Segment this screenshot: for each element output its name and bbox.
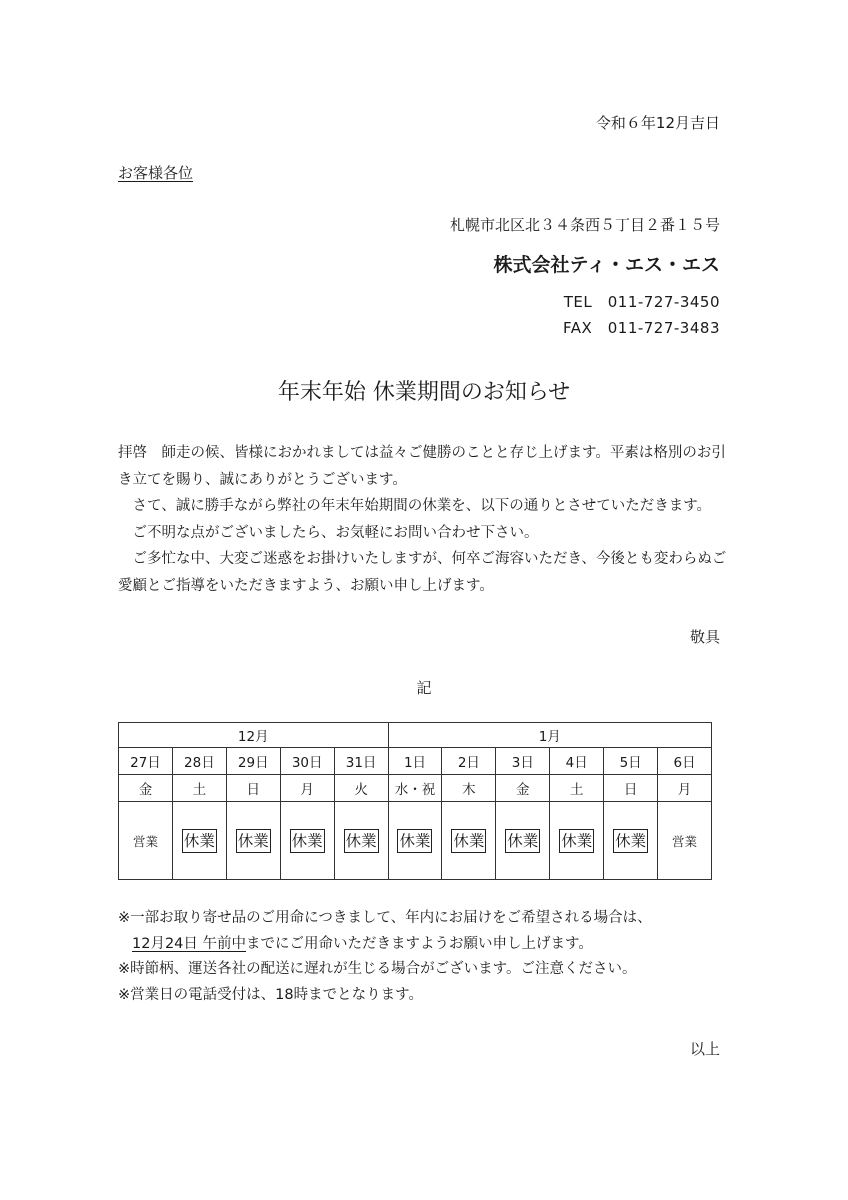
status-closed: 休業 bbox=[505, 829, 540, 853]
status-open: 営業 bbox=[132, 833, 158, 849]
status-closed: 休業 bbox=[559, 829, 594, 853]
company-name: 株式会社ティ・エス・エス bbox=[493, 254, 720, 276]
day-weekday: 火 bbox=[334, 775, 388, 802]
day-status bbox=[388, 802, 442, 880]
closing-keigu: 敬具 bbox=[689, 628, 720, 646]
status-closed: 休業 bbox=[451, 829, 486, 853]
day-weekday: 土 bbox=[172, 775, 226, 802]
holiday-calendar bbox=[118, 722, 712, 880]
body-paragraph: ご多忙な中、大変ご迷惑をお掛けいたしますが、何卒ご海容いただき、今後とも変わらぬご愛顧とご指導をいただきますよう、お願い申し上げます。 bbox=[118, 551, 727, 594]
weekday-row bbox=[119, 775, 712, 802]
date-row bbox=[119, 748, 712, 775]
note-line: ※一部お取り寄せ品のご用命につきまして、年内にお届けをご希望される場合は、 bbox=[118, 910, 652, 926]
ki-heading: 記 bbox=[416, 679, 432, 697]
day-weekday: 月 bbox=[280, 775, 334, 802]
note-line-rest: までにご用命いただきますようお願い申し上げます。 bbox=[246, 935, 593, 952]
notes bbox=[118, 906, 652, 1008]
day-weekday: 日 bbox=[226, 775, 280, 802]
day-weekday: 金 bbox=[496, 775, 550, 802]
day-date: 6日 bbox=[658, 748, 712, 775]
body-paragraph: さて、誠に勝手ながら弊社の年末年始期間の休業を、以下の通りとさせていただきます。 bbox=[118, 498, 712, 514]
deadline-highlight: 12月24日 午前中 bbox=[132, 935, 247, 952]
recipient: お客様各位 bbox=[118, 164, 194, 182]
day-weekday: 月 bbox=[658, 775, 712, 802]
day-date: 27日 bbox=[119, 748, 173, 775]
status-closed: 休業 bbox=[397, 829, 432, 853]
day-status bbox=[172, 802, 226, 880]
day-date: 28日 bbox=[172, 748, 226, 775]
company-fax: FAX 011-727-3483 bbox=[562, 319, 720, 337]
page-title: 年末年始 休業期間のお知らせ bbox=[277, 380, 571, 405]
company-address: 札幌市北区北３４条西５丁目２番１５号 bbox=[449, 216, 720, 234]
day-date: 31日 bbox=[334, 748, 388, 775]
body-text bbox=[118, 440, 738, 599]
day-status bbox=[550, 802, 604, 880]
day-date: 5日 bbox=[604, 748, 658, 775]
status-closed: 休業 bbox=[290, 829, 325, 853]
day-date: 2日 bbox=[442, 748, 496, 775]
status-closed: 休業 bbox=[613, 829, 648, 853]
status-open: 営業 bbox=[672, 833, 698, 849]
body-paragraph: ご不明な点がございましたら、お気軽にお問い合わせ下さい。 bbox=[118, 524, 539, 541]
day-weekday: 金 bbox=[119, 775, 173, 802]
status-closed: 休業 bbox=[344, 829, 379, 853]
day-weekday: 日 bbox=[604, 775, 658, 802]
day-date: 1日 bbox=[388, 748, 442, 775]
note-line bbox=[118, 932, 652, 958]
day-status bbox=[334, 802, 388, 880]
day-weekday: 木 bbox=[442, 775, 496, 802]
status-row bbox=[119, 802, 712, 880]
day-status bbox=[658, 802, 712, 880]
day-status bbox=[119, 802, 173, 880]
day-date: 29日 bbox=[226, 748, 280, 775]
month-december: 12月 bbox=[119, 723, 389, 748]
note-line: ※時節柄、運送各社の配送に遅れが生じる場合がございます。ご注意ください。 bbox=[118, 961, 637, 977]
day-date: 30日 bbox=[280, 748, 334, 775]
day-date: 4日 bbox=[550, 748, 604, 775]
day-status bbox=[226, 802, 280, 880]
status-closed: 休業 bbox=[236, 829, 271, 853]
day-date: 3日 bbox=[496, 748, 550, 775]
day-weekday: 水・祝 bbox=[388, 775, 442, 802]
month-january: 1月 bbox=[388, 723, 711, 748]
note-line: ※営業日の電話受付は、18時までとなります。 bbox=[118, 986, 423, 1003]
closing-ijo: 以上 bbox=[689, 1040, 720, 1058]
day-status bbox=[604, 802, 658, 880]
day-status bbox=[442, 802, 496, 880]
document-date: 令和６年12月吉日 bbox=[595, 114, 720, 132]
company-tel: TEL 011-727-3450 bbox=[563, 293, 720, 311]
status-closed: 休業 bbox=[182, 829, 217, 853]
body-paragraph: 拝啓 師走の候、皆様におかれましては益々ご健勝のことと存じ上げます。平素は格別のお引き立てを賜り、誠にありがとうございます。 bbox=[118, 445, 726, 488]
day-status bbox=[280, 802, 334, 880]
day-status bbox=[496, 802, 550, 880]
month-row bbox=[119, 723, 712, 748]
day-weekday: 土 bbox=[550, 775, 604, 802]
